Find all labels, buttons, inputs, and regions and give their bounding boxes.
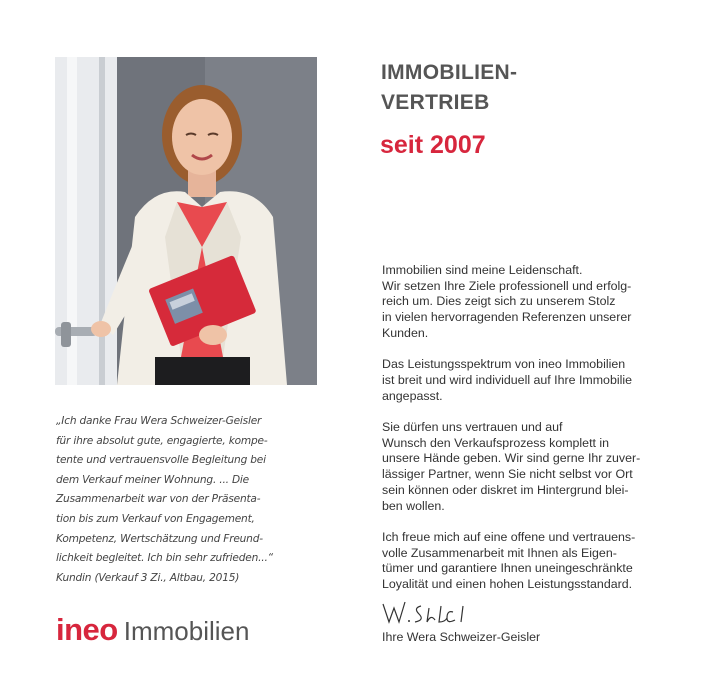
text-line: tümer und garantiere Ihnen uneingeschränkte (382, 561, 633, 576)
since-year: seit 2007 (380, 131, 486, 159)
text-line: Sie dürfen uns vertrauen und auf (382, 420, 563, 434)
quote-line: Zusammenarbeit war von der Präsenta- (56, 493, 261, 506)
paragraph (382, 530, 662, 593)
quote-line: für ihre absolut gute, engagierte, kompe- (56, 434, 268, 447)
quote-attribution: Kundin (Verkauf 3 Zi., Altbau, 2015) (56, 571, 240, 584)
text-line: ist breit und wird individuell auf Ihre Immobilie (382, 372, 632, 387)
text-line: volle Zusammenarbeit mit Ihnen als Eigen- (382, 545, 617, 560)
text-line: sein können oder diskret im Hintergrund blei- (382, 482, 629, 497)
text-line: reich um. Dies zeigt sich zu unserem Stolz (382, 294, 616, 309)
quote-line: Kompetenz, Wertschätzung und Freund- (56, 532, 263, 545)
logo-brand: ineo (56, 612, 118, 647)
text-line: Das Leistungsspektrum von ineo Immobilien (382, 357, 626, 372)
text-line: angepasst. (382, 388, 443, 403)
signature-drawing (381, 598, 481, 628)
body-text (382, 263, 662, 608)
quote-line: dem Verkauf meiner Wohnung. ... Die (56, 473, 249, 486)
quote-line: tion bis zum Verkauf von Engagement, (56, 512, 255, 525)
portrait-photo (55, 57, 317, 385)
text-line: Wunsch den Verkaufsprozess komplett in (382, 435, 610, 450)
quote-line: lichkeit begleitet. Ich bin sehr zufrieden...“ (56, 552, 273, 565)
text-line: Kunden. (382, 325, 429, 340)
text-line: Wir setzen Ihre Ziele professionell und erfolg- (382, 278, 632, 293)
quote-line: „Ich danke Frau Wera Schweizer-Geisler (56, 415, 262, 427)
page-title (381, 58, 517, 118)
logo-subtitle: Immobilien (123, 616, 250, 646)
customer-quote (56, 412, 316, 588)
text-line: lässiger Partner, wenn Sie nicht selbst vor Ort (382, 467, 633, 482)
title-line: IMMOBILIEN- (381, 61, 518, 84)
paragraph (382, 263, 662, 342)
portrait-illustration (55, 57, 317, 385)
title-line: VERTRIEB (381, 91, 490, 114)
quote-line: tente und vertrauensvolle Begleitung bei (56, 454, 266, 467)
ineo-logo (56, 612, 249, 648)
text-line: Loyalität und einen hohen Leistungsstandard. (382, 577, 633, 592)
text-line: Immobilien sind meine Leidenschaft. (382, 263, 583, 277)
text-line: Ich freue mich auf eine offene und vertrauens- (382, 529, 636, 544)
text-line: in vielen hervorragenden Referenzen unserer (382, 310, 632, 325)
text-line: ben wollen. (382, 498, 445, 513)
handwritten-signature (381, 598, 481, 633)
paragraph (382, 357, 662, 404)
text-line: unsere Hände geben. Wir sind gerne Ihr zuver- (382, 451, 641, 466)
paragraph (382, 420, 662, 514)
signature-name: Ihre Wera Schweizer-Geisler (382, 630, 541, 644)
